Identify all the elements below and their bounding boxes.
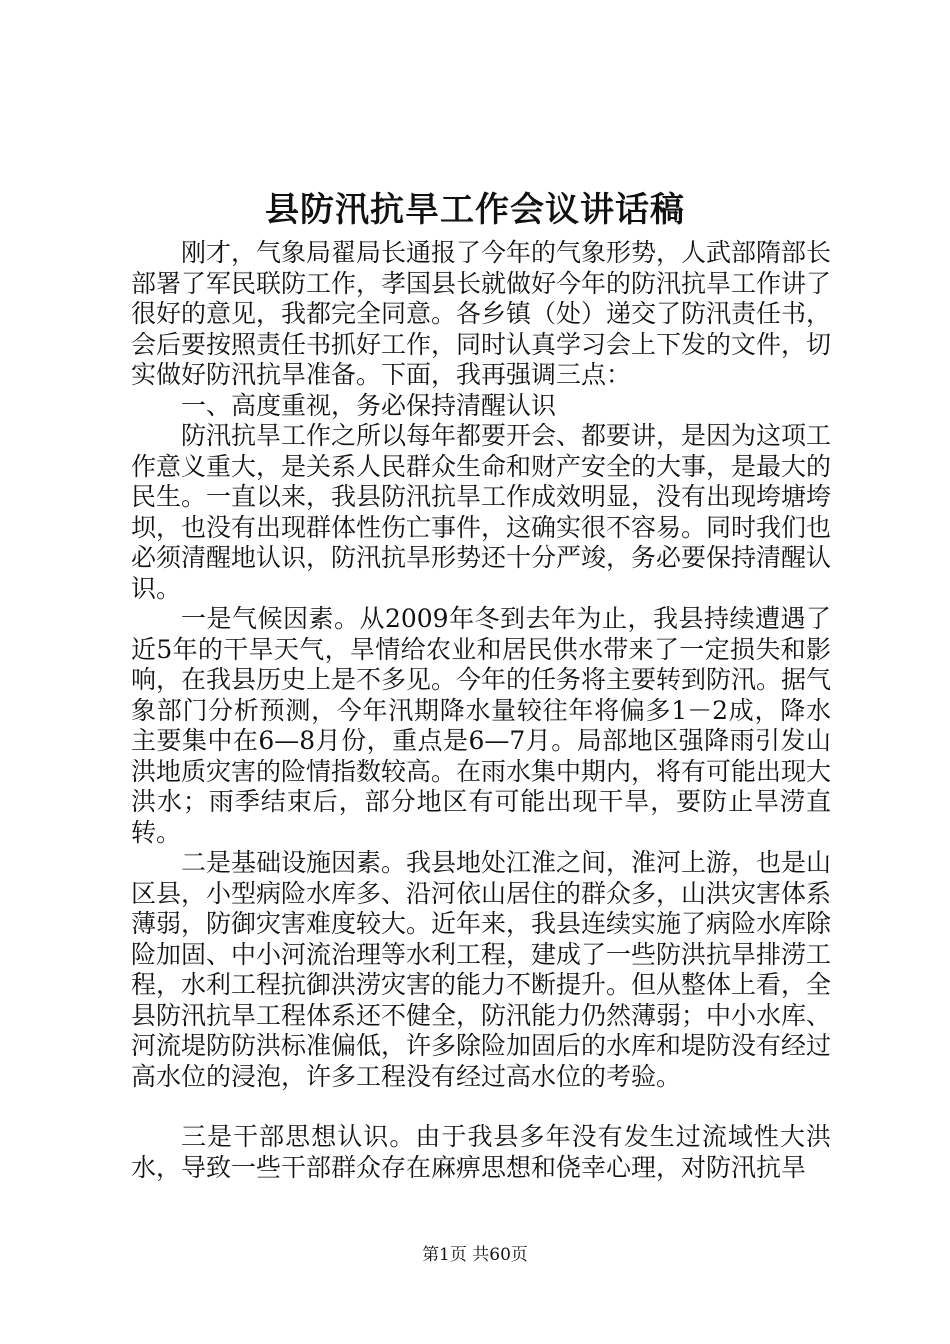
- document-body: [131, 238, 831, 1183]
- paragraph-intro: 刚才，气象局翟局长通报了今年的气象形势，人武部隋部长部署了军民联防工作，孝国县长就做好今年的防汛抗旱工作讲了很好的意见，我都完全同意。各乡镇（处）递交了防汛责任书，会后要按照责任书抓好工作，同时认真学习会上下发的文件，切实做好防汛抗旱准备。下面，我再强调三点：: [131, 238, 832, 389]
- paragraph-climate-factor: 一是气候因素。从2009年冬到去年为止，我县持续遭遇了近5年的干旱天气，旱情给农业和居民供水带来了一定损失和影响，在我县历史上是不多见。今年的任务将主要转到防汛。据气象部门分析预测，今年汛期降水量较往年将偏多1－2成，降水主要集中在6—8月份，重点是6—7月。局部地区强降雨引发山洪地质灾害的险情指数较高。在雨水集中期内，将有可能出现大洪水；雨季结束后，部分地区有可能出现干旱，要防止旱涝直转。: [131, 604, 832, 847]
- paragraph-infrastructure-factor: 二是基础设施因素。我县地处江淮之间，淮河上游，也是山区县，小型病险水库多、沿河依山居住的群众多，山洪灾害体系薄弱，防御灾害难度较大。近年来，我县连续实施了病险水库除险加固、中小河流治理等水利工程，建成了一些防洪抗旱排涝工程，水利工程抗御洪涝灾害的能力不断提升。但从整体上看，全县防汛抗旱工程体系还不健全，防汛能力仍然薄弱；中小水库、河流堤防防洪标准偏低，许多除险加固后的水库和堤防没有经过高水位的浸泡，许多工程没有经过高水位的考验。: [131, 848, 832, 1091]
- document-title: 县防汛抗旱工作会议讲话稿: [265, 190, 685, 230]
- paragraph-cadre-awareness: 三是干部思想认识。由于我县多年没有发生过流域性大洪水，导致一些干部群众存在麻痹思想和侥幸心理，对防汛抗旱: [131, 1122, 831, 1182]
- page-number: 第1页 共60页: [422, 1245, 528, 1265]
- paragraph-importance: 防汛抗旱工作之所以每年都要开会、都要讲，是因为这项工作意义重大，是关系人民群众生命和财产安全的大事，是最大的民生。一直以来，我县防汛抗旱工作成效明显，没有出现垮塘垮坝，也没有出现群体性伤亡事件，这确实很不容易。同时我们也必须清醒地认识，防汛抗旱形势还十分严竣，务必要保持清醒认识。: [131, 421, 832, 603]
- section-heading-1: 一、高度重视，务必保持清醒认识: [181, 390, 557, 420]
